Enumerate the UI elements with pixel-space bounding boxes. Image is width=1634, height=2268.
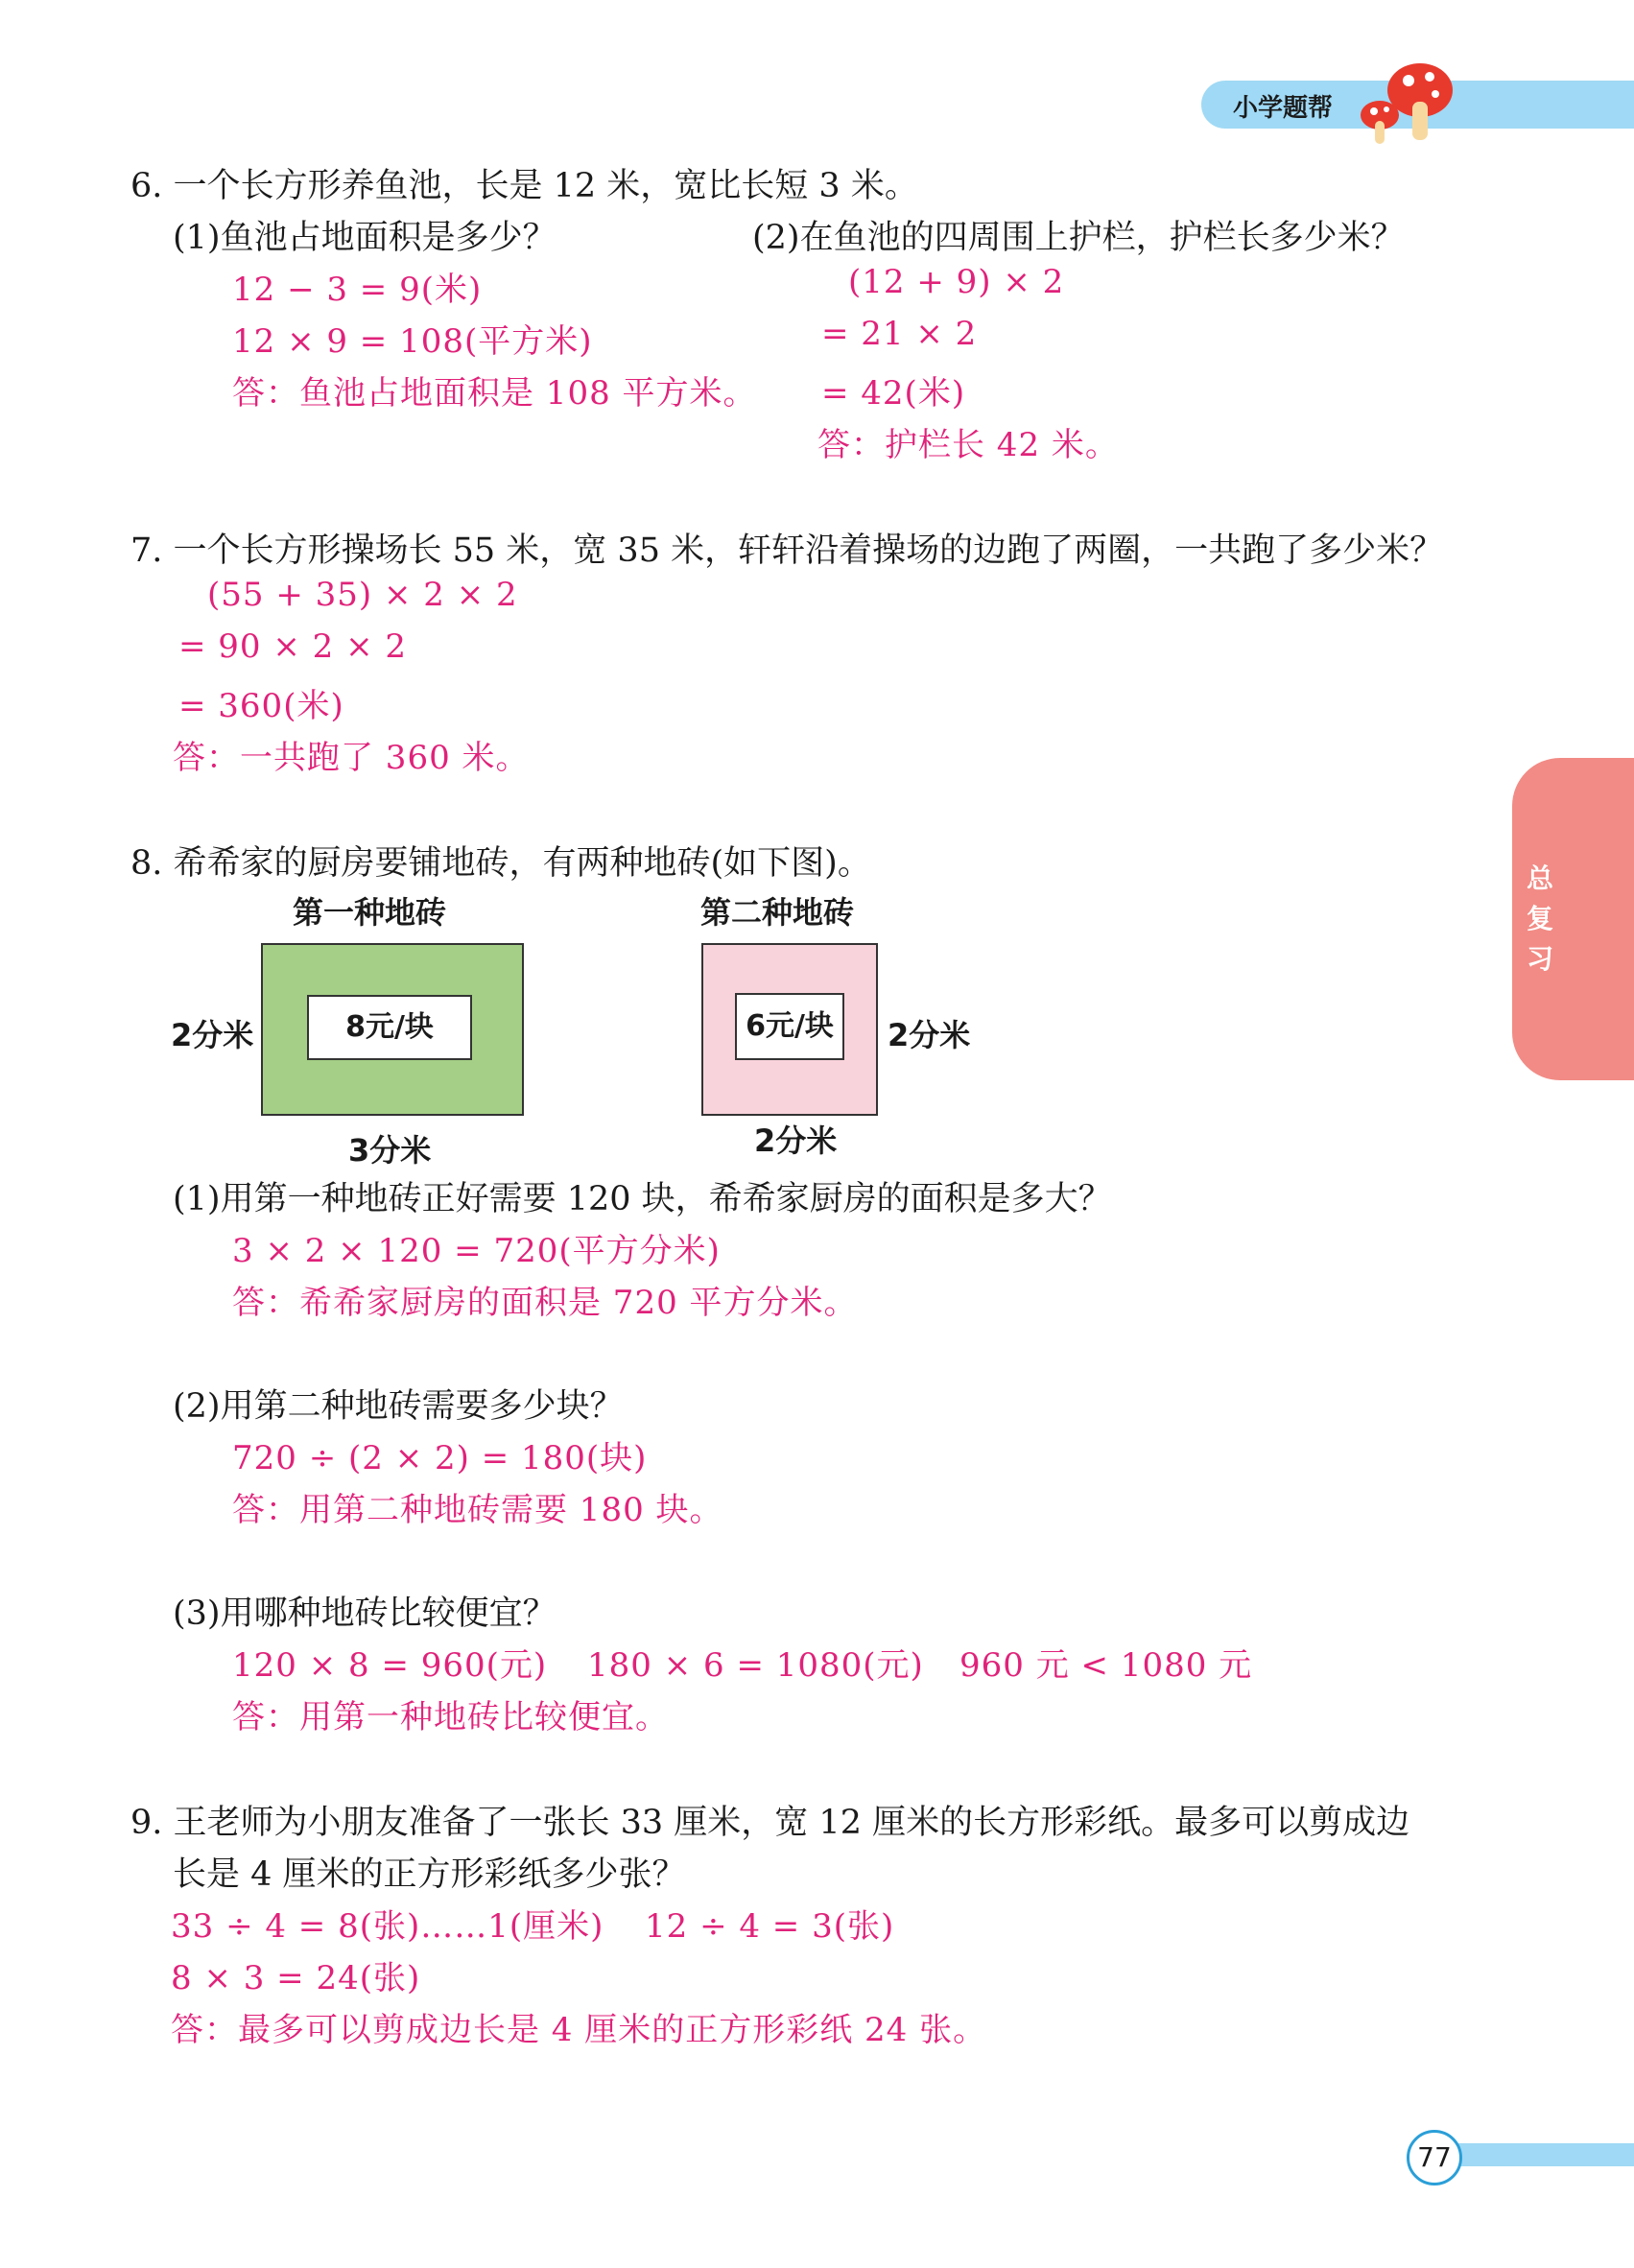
- q8-stem: 8. 希希家的厨房要铺地砖，有两种地砖(如下图)。: [130, 844, 871, 883]
- q9-line1b: 12 ÷ 4 = 3(张): [645, 1907, 895, 1946]
- page-number: 77: [1407, 2130, 1462, 2185]
- q7-line3: = 360(米): [178, 687, 344, 725]
- q8-p3-calc3: 960 元 < 1080 元: [959, 1646, 1253, 1685]
- brand-label: 小学题帮: [1233, 94, 1334, 123]
- q8-p1-question: (1)用第一种地砖正好需要 120 块，希希家厨房的面积是多大？: [173, 1180, 1112, 1218]
- q8-p3-calc1: 120 × 8 = 960(元): [232, 1646, 548, 1685]
- q8-p2-line1: 720 ÷ (2 × 2) = 180(块): [232, 1439, 648, 1477]
- tile1-title: 第一种地砖: [293, 894, 447, 931]
- tile1-bottom-label: 3分米: [348, 1132, 432, 1169]
- section-tab-label: 总复习: [1526, 862, 1553, 975]
- q6-p1-answer: 答：鱼池占地面积是 108 平方米。: [232, 374, 757, 413]
- mushroom-icon: [1351, 56, 1456, 148]
- tile2-side-label: 2分米: [888, 1017, 971, 1053]
- q9-stem-line2: 长是 4 厘米的正方形彩纸多少张？: [173, 1855, 686, 1894]
- q6-p2-line1: (12 + 9) × 2: [848, 263, 1065, 301]
- q7-line2: = 90 × 2 × 2: [178, 627, 408, 666]
- q8-p1-line1: 3 × 2 × 120 = 720(平方分米): [232, 1232, 721, 1270]
- q8-p3-answer: 答：用第一种地砖比较便宜。: [232, 1698, 669, 1736]
- q6-p1-line1: 12 − 3 = 9(米): [232, 271, 483, 309]
- q7-line1: (55 + 35) × 2 × 2: [207, 576, 518, 614]
- q8-p2-question: (2)用第二种地砖需要多少块？: [173, 1387, 624, 1426]
- q8-p3-calc2: 180 × 6 = 1080(元): [587, 1646, 924, 1685]
- q6-p2-answer: 答：护栏长 42 米。: [817, 426, 1119, 464]
- q8-p2-answer: 答：用第二种地砖需要 180 块。: [232, 1491, 723, 1529]
- q9-stem-line1: 9. 王老师为小朋友准备了一张长 33 厘米，宽 12 厘米的长方形彩纸。最多可以剪成边: [130, 1804, 1410, 1842]
- q8-p3-question: (3)用哪种地砖比较便宜？: [173, 1595, 557, 1633]
- tile2-bottom-label: 2分米: [754, 1122, 838, 1159]
- q9-line2: 8 × 3 = 24(张): [171, 1959, 421, 1997]
- q8-p1-answer: 答：希希家厨房的面积是 720 平方分米。: [232, 1284, 858, 1322]
- tile2-price: 6元/块: [735, 993, 844, 1060]
- q6-p2-question: (2)在鱼池的四周围上护栏，护栏长多少米？: [752, 219, 1405, 257]
- q6-p1-question: (1)鱼池占地面积是多少？: [173, 219, 557, 257]
- q6-p2-line2: = 21 × 2: [821, 315, 978, 353]
- q6-p1-line2: 12 × 9 = 108(平方米): [232, 322, 593, 361]
- q7-answer: 答：一共跑了 360 米。: [173, 739, 530, 777]
- q6-p2-line3: = 42(米): [821, 374, 966, 413]
- q7-stem: 7. 一个长方形操场长 55 米，宽 35 米，轩轩沿着操场的边跑了两圈，一共跑了多少米？: [130, 532, 1444, 570]
- q9-answer: 答：最多可以剪成边长是 4 厘米的正方形彩纸 24 张。: [171, 2011, 987, 2049]
- q9-line1a: 33 ÷ 4 = 8(张)……1(厘米): [171, 1907, 604, 1946]
- q6-stem: 6. 一个长方形养鱼池，长是 12 米，宽比长短 3 米。: [130, 167, 918, 205]
- tile1-price: 8元/块: [307, 995, 472, 1060]
- tile1-side-label: 2分米: [171, 1017, 254, 1053]
- tile2-title: 第二种地砖: [700, 894, 855, 931]
